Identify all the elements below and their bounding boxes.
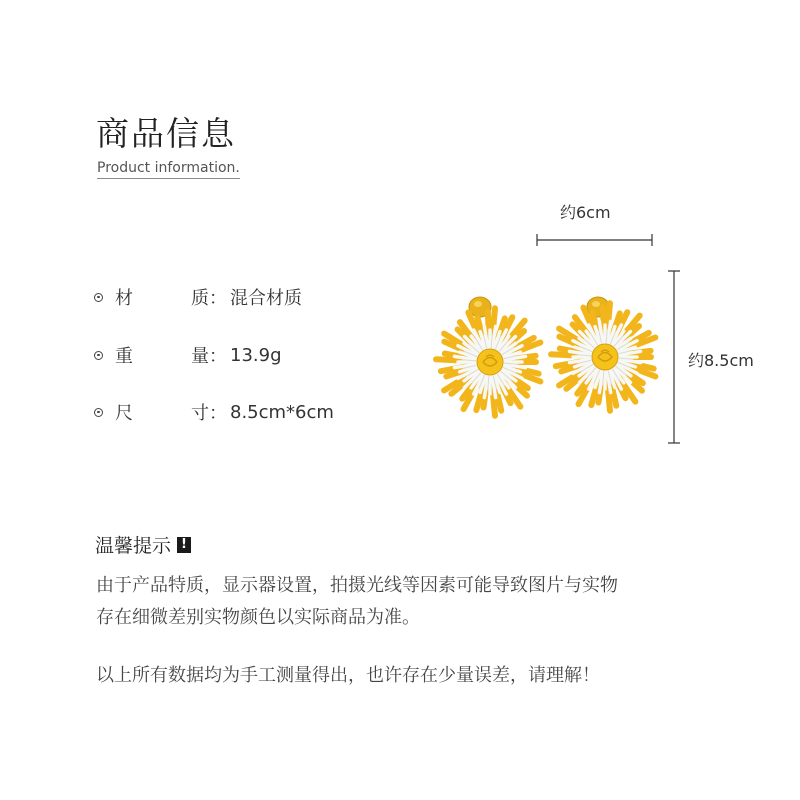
spec-value: 8.5cm*6cm (230, 401, 334, 423)
notice-title: 温馨提示 ! (95, 531, 191, 558)
spec-label: 材 质 (115, 288, 209, 309)
page-subtitle: Product information. (97, 160, 240, 179)
height-dimension-line (668, 271, 680, 443)
notice-text-line3: 以上所有数据均为手工测量得出，也许存在少量误差，请理解！ (96, 665, 600, 686)
spec-colon: ： (209, 403, 227, 424)
width-dimension-line (537, 234, 652, 246)
notice-text-line2: 存在细微差别实物颜色以实际商品为准。 (96, 607, 420, 628)
earring-left-image (436, 297, 540, 416)
spec-label: 尺 寸 (115, 403, 209, 424)
spec-colon: ： (209, 288, 227, 309)
notice-text-line1: 由于产品特质，显示器设置，拍摄光线等因素可能导致图片与实物 (96, 575, 618, 596)
spec-value: 混合材质 (230, 288, 302, 309)
height-dimension-label: 约8.5cm (688, 351, 754, 370)
earring-right-image (551, 297, 655, 411)
page-title: 商品信息 (96, 114, 236, 153)
spec-label: 重 量 (115, 346, 209, 367)
spec-colon: ： (209, 346, 227, 367)
exclamation-icon: ! (177, 537, 191, 553)
spec-value: 13.9g (230, 344, 282, 366)
width-dimension-label: 约6cm (560, 203, 611, 222)
